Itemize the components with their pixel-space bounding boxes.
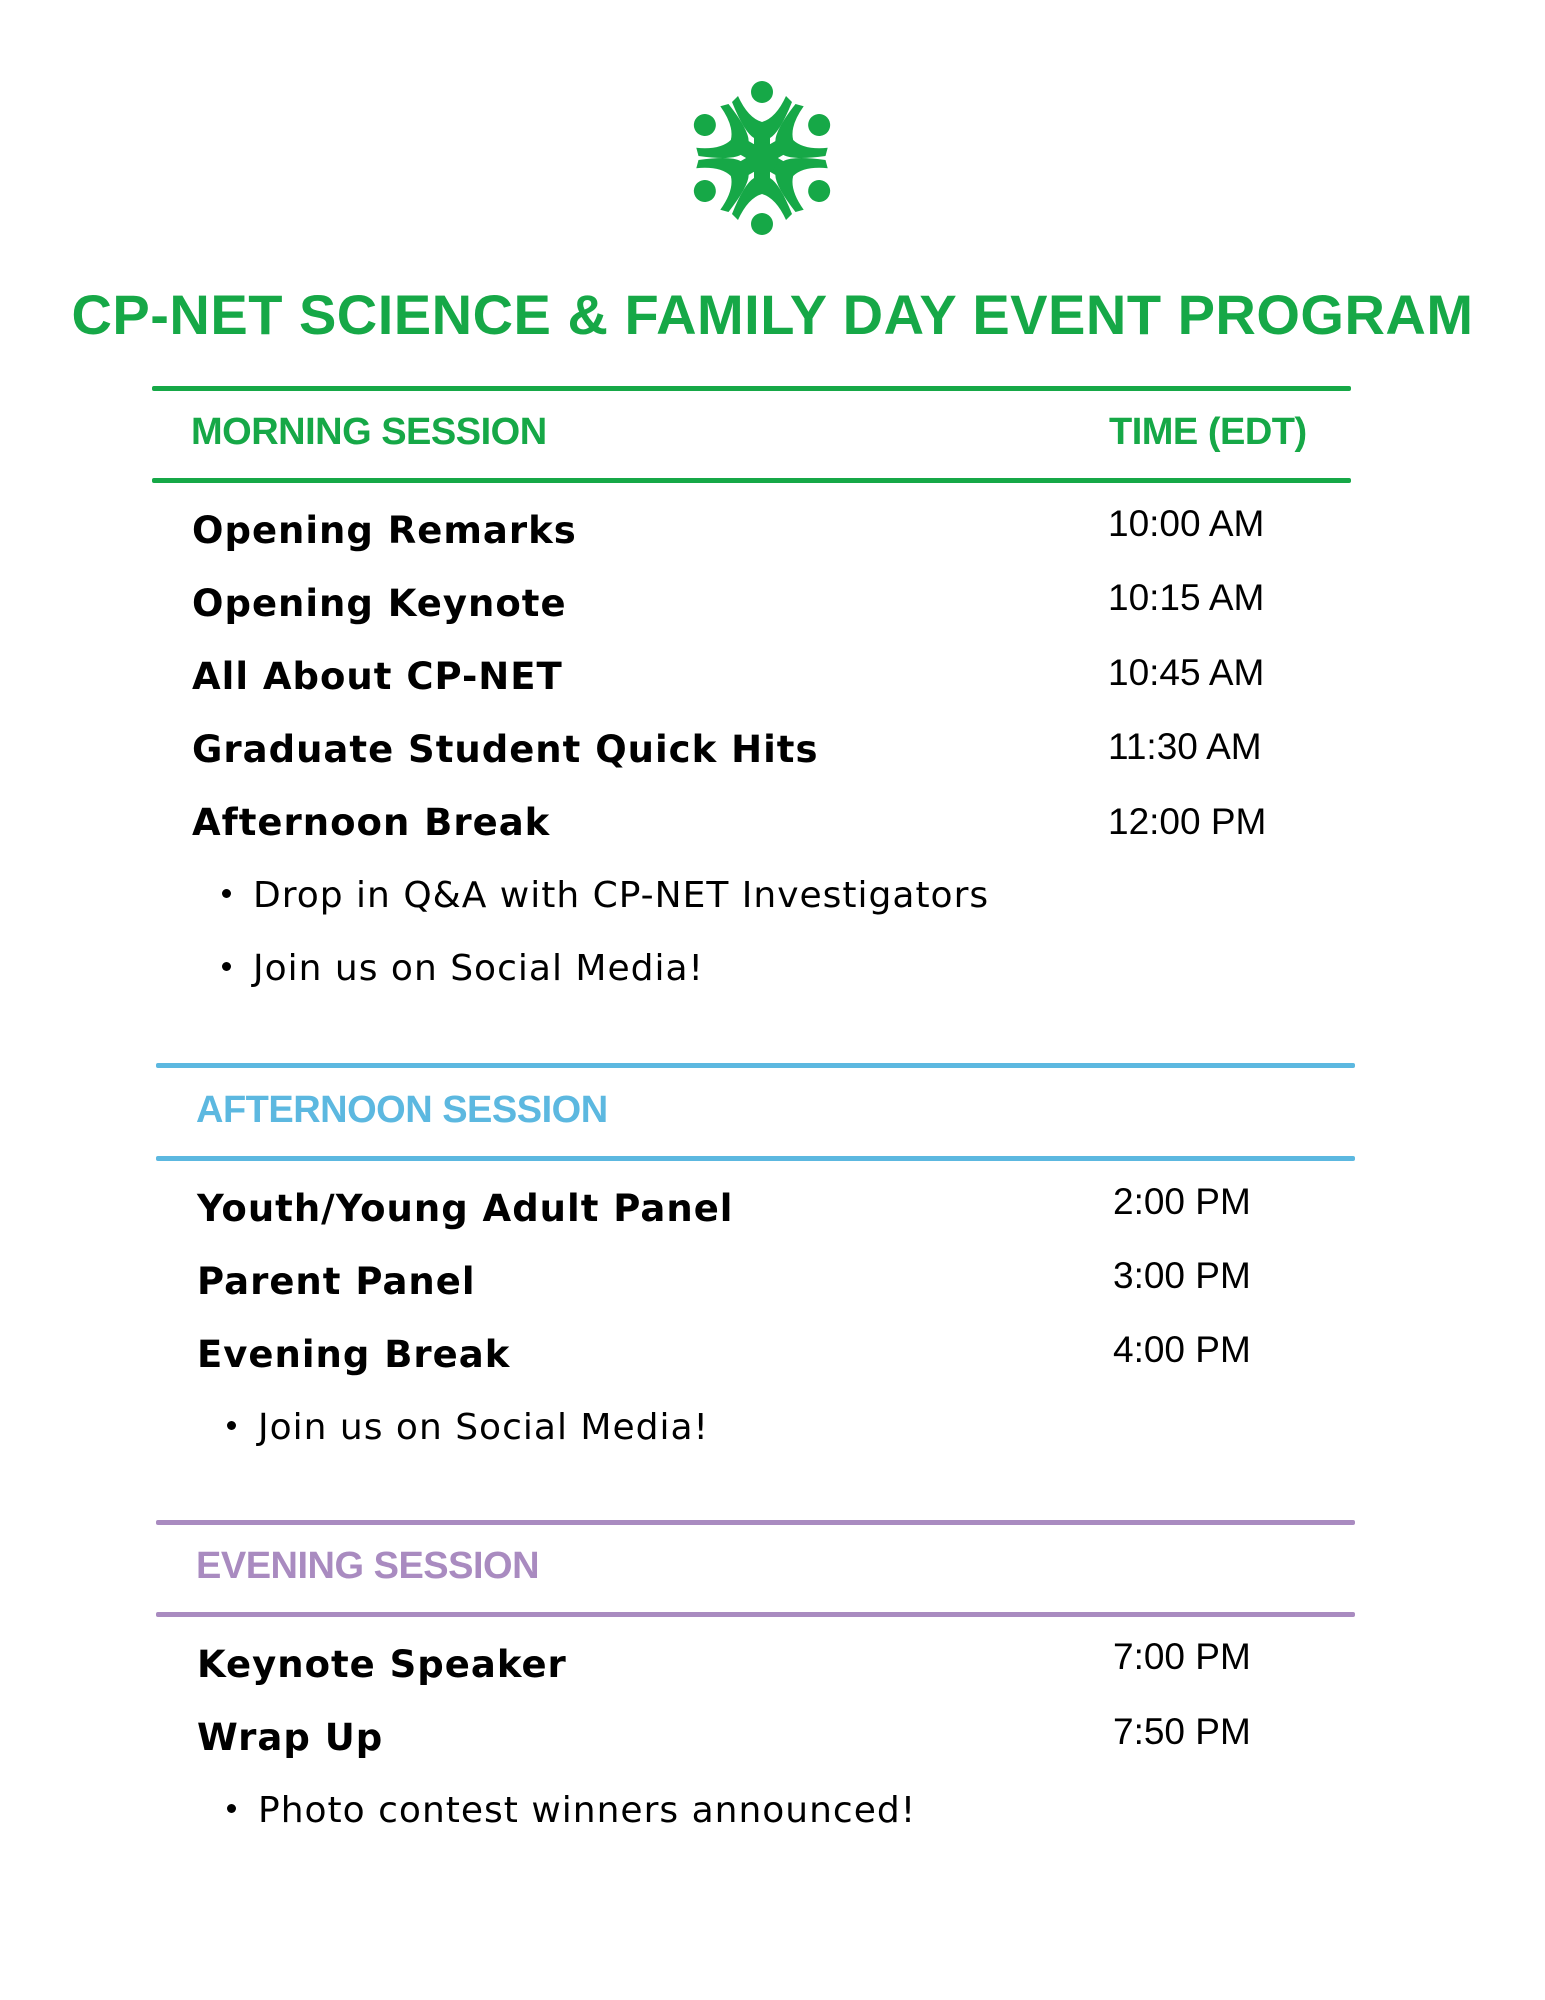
sub-item (227, 1405, 709, 1451)
schedule-item-time: 12:00 PM (1108, 801, 1267, 842)
sub-item-label: Join us on Social Media! (258, 1407, 709, 1448)
logo-graphic (677, 73, 847, 243)
morning-session-header: MORNING SESSION (191, 411, 547, 453)
schedule-item-name: Opening Remarks (192, 509, 577, 552)
schedule-item-time: 7:50 PM (1113, 1711, 1251, 1752)
bullet-icon (227, 1421, 236, 1430)
schedule-item-time: 2:00 PM (1113, 1181, 1251, 1222)
sub-item-label: Join us on Social Media! (253, 948, 704, 989)
bullet-icon (227, 1804, 236, 1813)
afternoon-bottom-rule (156, 1156, 1355, 1161)
sub-item (222, 873, 989, 919)
evening-top-rule (156, 1520, 1355, 1525)
schedule-item-time: 7:00 PM (1113, 1636, 1251, 1677)
schedule-item-name: Evening Break (197, 1333, 511, 1376)
afternoon-top-rule (156, 1063, 1355, 1068)
schedule-item-name: All About CP-NET (192, 655, 563, 698)
schedule-item-time: 11:30 AM (1108, 726, 1262, 767)
evening-session-header: EVENING SESSION (196, 1545, 540, 1587)
schedule-item-time: 10:00 AM (1108, 503, 1265, 544)
morning-bottom-rule (152, 478, 1351, 483)
schedule-item-name: Graduate Student Quick Hits (192, 728, 819, 771)
schedule-item-name: Opening Keynote (192, 582, 567, 625)
page-title: CP-NET SCIENCE & FAMILY DAY EVENT PROGRAM (71, 283, 1474, 346)
evening-bottom-rule (156, 1612, 1355, 1617)
schedule-item-name: Wrap Up (197, 1716, 384, 1759)
schedule-item-time: 10:45 AM (1108, 652, 1265, 693)
bullet-icon (222, 889, 231, 898)
sub-item-label: Photo contest winners announced! (258, 1790, 917, 1831)
schedule-item-name: Afternoon Break (192, 801, 551, 844)
schedule-item-name: Keynote Speaker (197, 1643, 567, 1686)
schedule-item-time: 3:00 PM (1113, 1255, 1251, 1296)
time-column-header: TIME (EDT) (1109, 411, 1307, 453)
cp-net-logo-icon (677, 73, 847, 243)
schedule-item-name: Youth/Young Adult Panel (197, 1187, 734, 1230)
sub-item (222, 946, 704, 992)
morning-top-rule (152, 386, 1351, 391)
schedule-item-time: 10:15 AM (1108, 577, 1265, 618)
bullet-icon (222, 962, 231, 971)
afternoon-session-header: AFTERNOON SESSION (196, 1089, 608, 1131)
schedule-item-name: Parent Panel (197, 1260, 476, 1303)
schedule-item-time: 4:00 PM (1113, 1329, 1251, 1370)
sub-item-label: Drop in Q&A with CP-NET Investigators (253, 875, 990, 916)
sub-item (227, 1788, 916, 1834)
